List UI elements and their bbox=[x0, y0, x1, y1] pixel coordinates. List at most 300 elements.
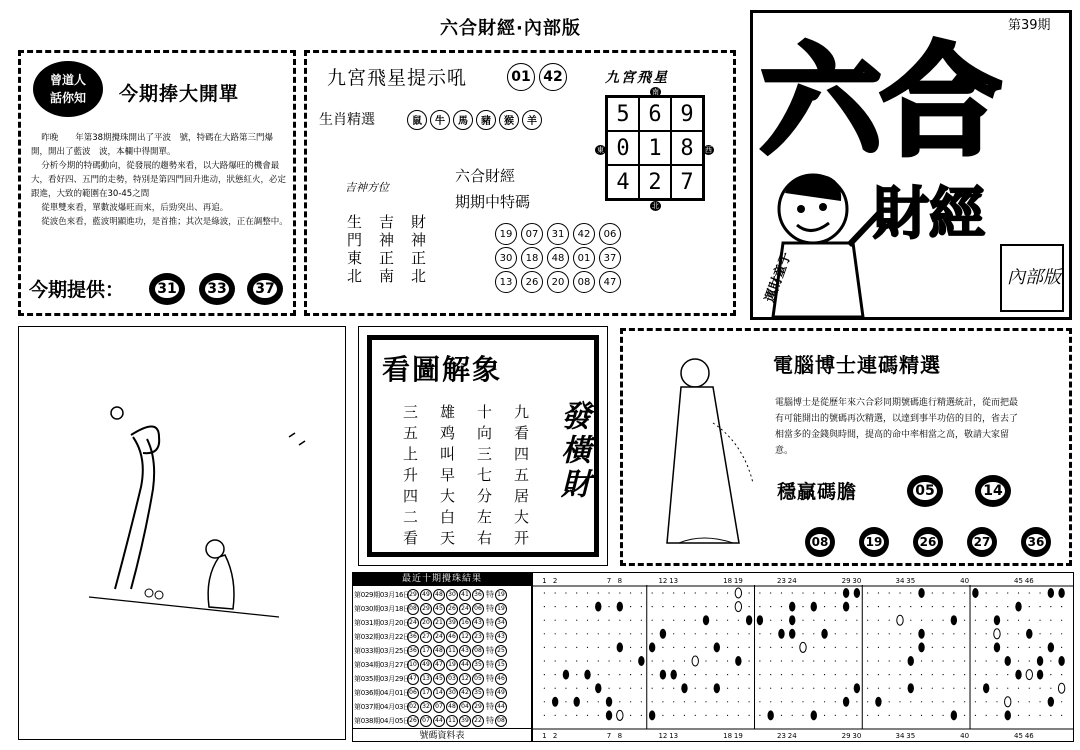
tracker-grid-dot bbox=[856, 715, 857, 716]
history-number: 36 bbox=[407, 631, 419, 643]
tracker-grid-dot bbox=[1061, 633, 1062, 634]
tracker-drawn-mark bbox=[1037, 656, 1043, 666]
special-number: 08 bbox=[573, 271, 595, 293]
tracker-grid-dot bbox=[619, 688, 620, 689]
tracker-grid-dot bbox=[846, 647, 847, 648]
special-number: 30 bbox=[495, 247, 517, 269]
tracker-grid-dot bbox=[759, 674, 760, 675]
history-number: 08 bbox=[472, 645, 484, 657]
tracker-grid-dot bbox=[662, 620, 663, 621]
tracker-grid-dot bbox=[1007, 606, 1008, 607]
tracker-grid-dot bbox=[867, 660, 868, 661]
tracker-grid-dot bbox=[652, 620, 653, 621]
tracker-grid-dot bbox=[889, 660, 890, 661]
history-number: 29 bbox=[420, 603, 432, 615]
tracker-grid-dot bbox=[921, 674, 922, 675]
tracker-grid-dot bbox=[1018, 620, 1019, 621]
tracker-grid-dot bbox=[565, 647, 566, 648]
tracker-grid-dot bbox=[813, 701, 814, 702]
tracker-grid-dot bbox=[824, 715, 825, 716]
grid-cell: 9 bbox=[671, 97, 703, 131]
history-number: 03 bbox=[446, 673, 458, 685]
history-row bbox=[353, 686, 531, 700]
tracker-grid-dot bbox=[630, 592, 631, 593]
riddle-column: 十向三七分左右 bbox=[475, 404, 493, 551]
tracker-grid-dot bbox=[598, 674, 599, 675]
history-special-number: 46 bbox=[495, 673, 507, 685]
special-number: 18 bbox=[521, 247, 543, 269]
tracker-grid-dot bbox=[1050, 660, 1051, 661]
tracker-grid-dot bbox=[942, 633, 943, 634]
tracker-grid-dot bbox=[641, 688, 642, 689]
tracker-grid-dot bbox=[576, 633, 577, 634]
tracker-grid-dot bbox=[1050, 688, 1051, 689]
tracker-drawn-mark bbox=[811, 710, 817, 720]
history-special-number: 49 bbox=[495, 687, 507, 699]
tracker-grid-dot bbox=[738, 701, 739, 702]
tracker-grid-dot bbox=[630, 647, 631, 648]
tracker-grid-dot bbox=[652, 688, 653, 689]
tracker-grid-dot bbox=[608, 688, 609, 689]
tracker-grid-dot bbox=[975, 660, 976, 661]
tracker-grid-dot bbox=[555, 688, 556, 689]
tracker-grid-dot bbox=[608, 606, 609, 607]
history-special-number: 19 bbox=[495, 589, 507, 601]
tracker-grid-dot bbox=[598, 647, 599, 648]
tracker-grid-dot bbox=[738, 620, 739, 621]
tracker-grid-dot bbox=[996, 660, 997, 661]
tracker-header-label: 1 bbox=[542, 577, 547, 585]
tracker-grid-dot bbox=[652, 701, 653, 702]
tracker-grid-dot bbox=[1061, 715, 1062, 716]
tracker-grid-dot bbox=[727, 647, 728, 648]
history-row bbox=[353, 714, 531, 728]
tracker-grid-dot bbox=[1007, 674, 1008, 675]
tracker-grid-dot bbox=[975, 674, 976, 675]
history-row bbox=[353, 630, 531, 644]
tracker-grid-dot bbox=[1039, 606, 1040, 607]
bubble-line-2: 話你知 bbox=[49, 91, 86, 105]
tracker-grid-dot bbox=[975, 715, 976, 716]
tracker-drawn-mark bbox=[595, 602, 601, 612]
tracker-grid-dot bbox=[630, 620, 631, 621]
tracker-grid-dot bbox=[1039, 715, 1040, 716]
special-label: 特 bbox=[486, 688, 494, 698]
tracker-grid-dot bbox=[673, 701, 674, 702]
tracker-footer-label: 7 bbox=[606, 732, 612, 740]
tracker-drawn-mark bbox=[843, 697, 849, 707]
tracker-grid-dot bbox=[846, 674, 847, 675]
provide-number-ball: 31 bbox=[149, 273, 185, 305]
picture-riddle-panel bbox=[358, 326, 608, 566]
history-date: 第033期03月25日 bbox=[354, 646, 410, 655]
tracker-footer-label: 34 bbox=[895, 732, 905, 740]
tracker-grid-dot bbox=[587, 715, 588, 716]
tracker-grid-dot bbox=[889, 715, 890, 716]
tracker-grid-dot bbox=[1029, 660, 1030, 661]
tracker-drawn-mark bbox=[681, 683, 687, 693]
grid-cell: 6 bbox=[639, 97, 671, 131]
tracker-grid-dot bbox=[964, 715, 965, 716]
tracker-grid-dot bbox=[867, 647, 868, 648]
tracker-footer-label: 30 bbox=[852, 732, 862, 740]
history-number: 20 bbox=[420, 617, 432, 629]
special-number: 31 bbox=[547, 223, 569, 245]
tracker-grid-dot bbox=[555, 592, 556, 593]
tracker-drawn-mark bbox=[660, 670, 666, 680]
history-number: 44 bbox=[433, 715, 445, 727]
tracker-grid-dot bbox=[824, 592, 825, 593]
tracker-grid-dot bbox=[695, 715, 696, 716]
history-number: 04 bbox=[459, 701, 471, 713]
tracker-grid-dot bbox=[932, 620, 933, 621]
tracker-header-label: 29 bbox=[841, 577, 851, 585]
history-number: 17 bbox=[420, 687, 432, 699]
tracker-grid-dot bbox=[673, 633, 674, 634]
direction-cell: 東 bbox=[347, 249, 363, 267]
tracker-grid-dot bbox=[953, 688, 954, 689]
tracker-grid-dot bbox=[565, 688, 566, 689]
direction-cell: 南 bbox=[379, 267, 395, 285]
tracker-grid-dot bbox=[835, 688, 836, 689]
history-special-number: 08 bbox=[495, 715, 507, 727]
tracker-grid-dot bbox=[695, 633, 696, 634]
tracker-grid-dot bbox=[867, 633, 868, 634]
tracker-drawn-mark bbox=[908, 656, 914, 666]
tracker-header-label: 8 bbox=[617, 577, 623, 585]
tracker-grid-dot bbox=[716, 701, 717, 702]
tracker-grid-dot bbox=[975, 633, 976, 634]
tracker-grid-dot bbox=[770, 660, 771, 661]
history-number: 49 bbox=[420, 589, 432, 601]
history-number: 36 bbox=[472, 589, 484, 601]
history-number: 29 bbox=[472, 701, 484, 713]
tracker-grid-dot bbox=[749, 674, 750, 675]
tracker-grid-dot bbox=[695, 620, 696, 621]
tracker-grid-dot bbox=[996, 701, 997, 702]
special-label: 特 bbox=[486, 674, 494, 684]
tracker-grid-dot bbox=[770, 674, 771, 675]
history-number: 17 bbox=[420, 645, 432, 657]
tracker-grid-dot bbox=[781, 660, 782, 661]
special-number: 06 bbox=[599, 223, 621, 245]
tracker-drawn-mark bbox=[854, 588, 860, 598]
tracker-header-label: 12 bbox=[658, 577, 668, 585]
special-label: 特 bbox=[486, 660, 494, 670]
tracker-special-mark bbox=[800, 642, 806, 652]
tracker-grid-dot bbox=[770, 606, 771, 607]
direction-cell: 北 bbox=[411, 267, 427, 285]
special-label: 特 bbox=[486, 702, 494, 712]
tracker-grid-dot bbox=[1018, 688, 1019, 689]
tracker-grid-dot bbox=[727, 688, 728, 689]
tracker-grid-dot bbox=[813, 592, 814, 593]
direction-cell: 神 bbox=[411, 231, 427, 249]
tracker-drawn-mark bbox=[714, 642, 720, 652]
tracker-drawn-mark bbox=[703, 615, 709, 625]
tracker-grid-dot bbox=[964, 620, 965, 621]
directions-grid bbox=[347, 211, 443, 283]
intro-paragraph: 從波色來看，藍波明顯進功，是首推；其次是綠波，正在調整中。 bbox=[41, 217, 288, 227]
tracker-header-label: 23 bbox=[776, 577, 786, 585]
tracker-grid-dot bbox=[630, 688, 631, 689]
tracker-grid-dot bbox=[662, 606, 663, 607]
tracker-grid-dot bbox=[910, 701, 911, 702]
tracker-grid-dot bbox=[684, 674, 685, 675]
tree-trunk bbox=[115, 437, 143, 589]
direction-cell: 正 bbox=[379, 249, 395, 267]
tracker-grid-dot bbox=[899, 606, 900, 607]
tracker-drawn-mark bbox=[670, 670, 676, 680]
win-label: 穩贏碼膽 bbox=[777, 481, 858, 503]
grid-cell: 2 bbox=[639, 165, 671, 199]
tracker-grid-dot bbox=[792, 660, 793, 661]
tracker-grid-dot bbox=[953, 701, 954, 702]
history-number: 26 bbox=[446, 603, 458, 615]
bubble-line-1: 曾道人 bbox=[49, 73, 86, 87]
tracker-grid-dot bbox=[889, 633, 890, 634]
tracker-grid-dot bbox=[953, 606, 954, 607]
mascot-eye bbox=[819, 203, 827, 211]
tracker-grid-dot bbox=[824, 620, 825, 621]
tracker-grid-dot bbox=[684, 606, 685, 607]
tracker-grid-dot bbox=[986, 620, 987, 621]
tracker-grid-dot bbox=[964, 660, 965, 661]
tracker-grid-dot bbox=[749, 660, 750, 661]
tracker-grid-dot bbox=[576, 620, 577, 621]
special-number-grid bbox=[495, 223, 625, 295]
special-number: 48 bbox=[547, 247, 569, 269]
tracker-grid-dot bbox=[932, 660, 933, 661]
tracker-grid-dot bbox=[835, 592, 836, 593]
tracker-grid-dot bbox=[781, 715, 782, 716]
tracker-grid-dot bbox=[932, 701, 933, 702]
tracker-grid-dot bbox=[544, 647, 545, 648]
tracker-grid-dot bbox=[802, 592, 803, 593]
tracker-drawn-mark bbox=[854, 683, 860, 693]
tracker-grid-dot bbox=[705, 715, 706, 716]
tracker-grid-dot bbox=[932, 592, 933, 593]
tracker-grid-dot bbox=[749, 688, 750, 689]
tracker-grid-dot bbox=[770, 688, 771, 689]
tracker-special-mark bbox=[735, 588, 741, 598]
tracker-grid-dot bbox=[662, 660, 663, 661]
sun-icon bbox=[111, 407, 123, 419]
bottom-number-ball: 36 bbox=[1021, 527, 1051, 557]
history-number: 45 bbox=[433, 603, 445, 615]
tracker-grid-dot bbox=[942, 660, 943, 661]
history-date: 第029期03月16日 bbox=[354, 590, 410, 599]
tracker-grid-dot bbox=[1018, 660, 1019, 661]
provide-number-ball: 33 bbox=[199, 273, 235, 305]
tracker-grid-dot bbox=[910, 606, 911, 607]
tracker-grid-dot bbox=[986, 715, 987, 716]
tracker-grid-dot bbox=[1029, 592, 1030, 593]
direction-cell: 生 bbox=[347, 213, 363, 231]
tracker-grid-dot bbox=[1039, 620, 1040, 621]
tracker-grid-dot bbox=[684, 660, 685, 661]
tracker-grid-dot bbox=[878, 715, 879, 716]
tracker-special-mark bbox=[897, 615, 903, 625]
tracker-grid-dot bbox=[1029, 606, 1030, 607]
history-number: 10 bbox=[407, 659, 419, 671]
tracker-grid-dot bbox=[835, 647, 836, 648]
history-number: 29 bbox=[407, 589, 419, 601]
tracker-grid-dot bbox=[899, 688, 900, 689]
tracker-drawn-mark bbox=[983, 683, 989, 693]
tracker-grid-dot bbox=[802, 701, 803, 702]
tracker-grid-dot bbox=[899, 701, 900, 702]
tracker-grid-dot bbox=[921, 715, 922, 716]
masthead-logo bbox=[750, 10, 1072, 320]
tracker-header-label: 35 bbox=[906, 577, 916, 585]
tracker-grid-dot bbox=[932, 674, 933, 675]
tracker-grid-dot bbox=[738, 715, 739, 716]
tracker-special-mark bbox=[1026, 670, 1032, 680]
tracker-grid-dot bbox=[716, 592, 717, 593]
tracker-grid-dot bbox=[1007, 688, 1008, 689]
history-number: 45 bbox=[433, 673, 445, 685]
tracker-grid-dot bbox=[878, 688, 879, 689]
tracker-grid-dot bbox=[867, 715, 868, 716]
tracker-grid-dot bbox=[738, 674, 739, 675]
tracker-grid-dot bbox=[824, 674, 825, 675]
tracker-grid-dot bbox=[576, 592, 577, 593]
riddle-frame bbox=[367, 335, 599, 557]
tracker-footer-label: 12 bbox=[658, 732, 668, 740]
history-date: 第030期03月18日 bbox=[354, 604, 410, 613]
tracker-grid-dot bbox=[867, 688, 868, 689]
tracker-special-mark bbox=[617, 710, 623, 720]
tracker-header-label: 18 bbox=[723, 577, 733, 585]
tracker-grid-dot bbox=[899, 647, 900, 648]
grid-cell: 4 bbox=[607, 165, 639, 199]
history-number: 16 bbox=[459, 617, 471, 629]
tracker-grid-dot bbox=[856, 701, 857, 702]
tracker-grid-dot bbox=[587, 592, 588, 593]
tracker-grid-dot bbox=[942, 674, 943, 675]
tracker-grid-dot bbox=[889, 606, 890, 607]
tracker-grid-dot bbox=[813, 660, 814, 661]
directions-block bbox=[337, 173, 447, 303]
bottom-number-ball: 19 bbox=[859, 527, 889, 557]
tracker-grid-dot bbox=[662, 647, 663, 648]
direction-cell: 吉 bbox=[379, 213, 395, 231]
tracker-grid-dot bbox=[824, 701, 825, 702]
tracker-grid-dot bbox=[889, 701, 890, 702]
tracker-grid-dot bbox=[662, 592, 663, 593]
tracker-grid-dot bbox=[770, 633, 771, 634]
tracker-grid-dot bbox=[953, 633, 954, 634]
tracker-grid-dot bbox=[781, 592, 782, 593]
intro-paragraph: 從單雙來看，單數波爆旺而來，后勁突出、再追。 bbox=[41, 203, 229, 213]
tracker-special-mark bbox=[735, 602, 741, 612]
tracker-grid-dot bbox=[544, 715, 545, 716]
tracker-grid-dot bbox=[846, 633, 847, 634]
tracker-grid-dot bbox=[716, 606, 717, 607]
tracker-grid-dot bbox=[630, 674, 631, 675]
riddle-columns bbox=[400, 404, 532, 551]
tracker-grid-dot bbox=[781, 606, 782, 607]
tracker-grid-dot bbox=[641, 701, 642, 702]
tracker-drawn-mark bbox=[875, 697, 881, 707]
tracker-grid-dot bbox=[964, 606, 965, 607]
tracker-grid-dot bbox=[544, 592, 545, 593]
tracker-grid-dot bbox=[813, 620, 814, 621]
tracker-footer-label: 18 bbox=[723, 732, 733, 740]
history-special-number: 43 bbox=[495, 631, 507, 643]
intro-paragraph: 分析今期的特碼動向，從發展的趨勢來看，以大路爆旺的機會最大，看好四、五門的走勢，特別是第四門回升進动，狀態紅火，必定跟進，大致的範圍在30-45之間 bbox=[31, 161, 287, 199]
tracker-svg bbox=[533, 573, 1073, 741]
tracker-grid-dot bbox=[716, 633, 717, 634]
tracker-drawn-mark bbox=[1015, 602, 1021, 612]
tracker-grid-dot bbox=[1050, 606, 1051, 607]
history-number: 24 bbox=[407, 617, 419, 629]
grid-cell: 8 bbox=[671, 131, 703, 165]
tracker-grid-dot bbox=[996, 688, 997, 689]
history-number: 07 bbox=[420, 715, 432, 727]
tracker-grid-dot bbox=[705, 674, 706, 675]
grid-cell: 7 bbox=[671, 165, 703, 199]
special-number: 37 bbox=[599, 247, 621, 269]
tracker-grid-dot bbox=[878, 660, 879, 661]
history-number: 47 bbox=[433, 659, 445, 671]
tracker-special-mark bbox=[1005, 697, 1011, 707]
tracker-grid-dot bbox=[899, 715, 900, 716]
tracker-grid-dot bbox=[749, 647, 750, 648]
tracker-grid-dot bbox=[921, 701, 922, 702]
tracker-grid-dot bbox=[932, 606, 933, 607]
tracker-grid-dot bbox=[846, 620, 847, 621]
special-label: 特 bbox=[486, 632, 494, 642]
tracker-special-mark bbox=[692, 656, 698, 666]
tracker-grid-dot bbox=[1029, 701, 1030, 702]
tracker-grid-dot bbox=[770, 620, 771, 621]
tracker-drawn-mark bbox=[660, 629, 666, 639]
tracker-special-mark bbox=[994, 629, 1000, 639]
tracker-grid-dot bbox=[544, 660, 545, 661]
tracker-footer-label: 29 bbox=[841, 732, 851, 740]
tracker-grid-dot bbox=[1007, 647, 1008, 648]
tracker-grid-dot bbox=[576, 660, 577, 661]
history-special-number: 15 bbox=[495, 659, 507, 671]
tracker-grid-dot bbox=[705, 688, 706, 689]
special-number: 42 bbox=[573, 223, 595, 245]
tracker-drawn-mark bbox=[789, 629, 795, 639]
intro-title: 今期捧大開單 bbox=[119, 83, 240, 105]
tracker-grid-dot bbox=[759, 647, 760, 648]
tracker-grid-dot bbox=[921, 620, 922, 621]
tracker-grid-dot bbox=[856, 674, 857, 675]
history-number: 48 bbox=[433, 589, 445, 601]
history-number: 11 bbox=[446, 645, 458, 657]
history-number: 48 bbox=[446, 701, 458, 713]
tracker-grid-dot bbox=[619, 592, 620, 593]
history-row bbox=[353, 588, 531, 602]
tracker-drawn-mark bbox=[972, 588, 978, 598]
tracker-grid-dot bbox=[641, 633, 642, 634]
tracker-grid-dot bbox=[598, 715, 599, 716]
tracker-grid-dot bbox=[544, 620, 545, 621]
tracker-grid-dot bbox=[695, 647, 696, 648]
tracker-grid-dot bbox=[953, 660, 954, 661]
special-number: 19 bbox=[495, 223, 517, 245]
tracker-grid-dot bbox=[630, 660, 631, 661]
tracker-grid-dot bbox=[867, 620, 868, 621]
tracker-grid-dot bbox=[727, 715, 728, 716]
tracker-grid-dot bbox=[652, 633, 653, 634]
computer-doctor-panel bbox=[620, 328, 1072, 566]
